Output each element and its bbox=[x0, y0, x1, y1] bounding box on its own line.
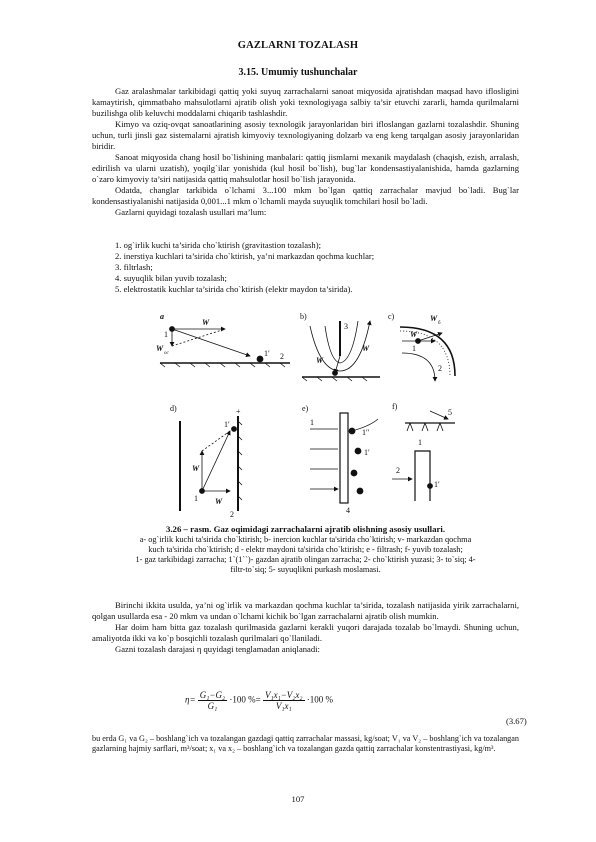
symbol-2-c: 2 bbox=[438, 364, 442, 373]
symbol-wb: W bbox=[430, 314, 438, 323]
symbol-woc-b: W bbox=[316, 356, 324, 365]
caption-line: 1- gaz tarkibidagi zarracha; 1`(1``)- gazdan ajratib olingan zarracha; 2- cho`ktirish yuzasi; 3- to`siq; 4- bbox=[135, 555, 476, 564]
panel-f-washing bbox=[392, 402, 455, 501]
symbol-3: 3 bbox=[344, 322, 348, 331]
equation-number: (3.67) bbox=[506, 716, 527, 726]
symbol-w-b: W bbox=[362, 344, 370, 353]
caption-line: kuch ta'sirida cho`ktirish; d - elektr maydoni ta'sirida cho`ktirish; e - filtrash; f- yuvib tozalash; bbox=[148, 545, 463, 554]
paragraph: Sanoat miqyosida chang hosil bo`lishining manbalari: qattiq jismlarni mexanik maydalash (chaqish, ezish, arralash, edirilish va ularni uzatish), yoqilg`ilar yonishida (kul hosil bo`lish), bug`lar kondensastiyalanishida, hamda gazlarning o`zaro kimyoviy ta’siri natijasida qattiq mahsulotlar hosil bo`lish jarayonida. bbox=[92, 152, 519, 184]
intro-text bbox=[92, 86, 519, 218]
paragraph: Odatda, changlar tarkibida o`lchami 3...100 mkm bo`lgan qattiq zarrachalar mavjud bo`ladi. Bug`lar kondensastiyalanishi natijasida 0,001...1 mkm o`lchamli mayda suyuqlik tomchilari hosil bo`ladi. bbox=[92, 185, 519, 206]
caption-line: filtr-to`siq; 5- suyuqlikni purkash moslamasi. bbox=[230, 565, 381, 574]
figure-caption bbox=[92, 524, 519, 575]
symbol-2-f: 2 bbox=[396, 466, 400, 475]
methods-list bbox=[115, 240, 515, 295]
paragraph: Birinchi ikkita usulda, ya’ni og`irlik va markazdan qochma kuchlar ta’sirida, tozalash natijasida yirik zarrachalarni, qolgan usullarda esa - 20 mkm va undan o`lchami kichik bo`lgan zarrachalarni ajratib olish mumkin. bbox=[92, 600, 519, 621]
paragraph: Gaz aralashmalar tarkibidagi qattiq yoki suyuq zarrachalarni sanoat miqyosida ajratishdan maqsad havo iflosligini kamaytirish, qimmatbaho mahsulotlarni ajratib olish yoki texnologiyaga salbiy ta’sir etuvchi zararli, hamda qurilmalarni buzilishga olib keluvchi moddalarni chiqarib tashlashdir. bbox=[92, 86, 519, 118]
panel-e-filtration bbox=[302, 404, 378, 515]
symbol-plus: + bbox=[236, 407, 241, 416]
symbol-1p-d: 1′ bbox=[224, 420, 230, 429]
list-item: 3. filtrlash; bbox=[115, 262, 153, 272]
symbol-1p-f: 1′ bbox=[434, 480, 440, 489]
paragraph: Gazni tozalash darajasi η quyidagi tenglamadan aniqlanadi: bbox=[115, 644, 320, 654]
page-number: 107 bbox=[291, 794, 305, 804]
symbol-4-e: 4 bbox=[346, 506, 350, 515]
symbol-1pp-e: 1′′ bbox=[362, 428, 370, 437]
symbol-woc-d: W bbox=[215, 497, 223, 506]
list-item: 2. inerstiya kuchlari ta’sirida cho`ktirish, ya’ni markazdan qochma kuchlar; bbox=[115, 251, 375, 261]
paragraph: Gazlarni quyidagi tozalash usullari ma’lum: bbox=[115, 207, 267, 217]
fraction-numerator: G₁−G₂ bbox=[199, 690, 226, 700]
paragraph: Kimyo va oziq-ovqat sanoatlarining asosiy texnologik jarayonlaridan biri ifloslangan gazlarni tozalashdir. Shuning uchun, turli jinsli gaz sistemalarni ajratish kimyoviy texnologiyaning dolzarb va eng keng tarqalgan asosiy jarayonlaridan biridir. bbox=[92, 119, 519, 151]
list-item: 1. og`irlik kuchi ta’sirida cho`ktirish (gravitastion tozalash); bbox=[115, 240, 321, 250]
panel-label-a: a bbox=[160, 312, 164, 321]
formula-lhs: η= bbox=[185, 694, 196, 705]
symbol-1p: 1′ bbox=[264, 349, 270, 358]
fraction-numerator: V₁x₁−V₂x₂ bbox=[264, 690, 303, 700]
page-title: GAZLARNI TOZALASH bbox=[237, 40, 359, 51]
formula-end: ·100 % bbox=[306, 694, 334, 705]
symbol-5-f: 5 bbox=[448, 408, 452, 417]
efficiency-formula bbox=[185, 690, 445, 730]
symbol-1: 1 bbox=[164, 330, 168, 339]
separation-methods-figure bbox=[130, 301, 460, 521]
panel-label-b: b) bbox=[300, 312, 307, 321]
symbol-1-c: 1 bbox=[412, 344, 416, 353]
symbol-1-f: 1 bbox=[418, 438, 422, 447]
symbol-1p-e: 1′ bbox=[364, 448, 370, 457]
symbol-w-c: W bbox=[410, 330, 418, 339]
symbol-2-d: 2 bbox=[230, 510, 234, 519]
panel-label-e: e) bbox=[302, 404, 309, 413]
fraction-denominator: V₁x₁ bbox=[275, 701, 292, 711]
panel-b-inertial bbox=[300, 312, 380, 381]
symbol-w: W bbox=[202, 318, 210, 327]
panel-label-f: f) bbox=[392, 402, 398, 411]
symbol-2: 2 bbox=[280, 352, 284, 361]
caption-title: 3.26 – rasm. Gaz oqimidagi zarrachalarni ajratib olishning asosiy usullari. bbox=[165, 524, 446, 534]
fraction-volume bbox=[263, 690, 305, 711]
panel-label-d: d) bbox=[170, 404, 177, 413]
fraction-mass bbox=[198, 690, 227, 711]
panel-label-c: c) bbox=[388, 312, 395, 321]
fraction-denominator: G₁ bbox=[207, 701, 218, 711]
caption-line: a- og`irlik kuchi ta'sirida cho`ktirish; b- inercion kuchlar ta'sirida cho`ktirish; v- markazdan qochma bbox=[139, 535, 472, 544]
panel-a-gravity bbox=[156, 312, 290, 367]
explanation-text: bu erda G₁ va G₂ – boshlang`ich va tozalangan gazdagi qattiq zarrachalar massasi, kg/soat; V₁ va V₂ – boshlang`ich va tozalangan gazlarning hajmiy sarflari, m³/soat; x₁ va x₂ – boshlang`ich va tozalangan gazda qattiq zarrachalar konstentrastiyasi, kg/m³. bbox=[92, 734, 519, 753]
formula-explanation bbox=[92, 734, 519, 754]
symbol-woc: W bbox=[156, 344, 164, 353]
methods-discussion bbox=[92, 600, 519, 655]
list-item: 5. elektrostatik kuchlar ta’sirida cho`ktirish (elektr maydon ta’sirida). bbox=[115, 284, 353, 294]
panel-d-electric bbox=[170, 404, 242, 519]
panel-c-centrifugal bbox=[388, 312, 455, 381]
list-item: 4. suyuqlik bilan yuvib tozalash; bbox=[115, 273, 227, 283]
paragraph: Har doim ham bitta gaz tozalash qurilmasida gazlarni kerakli yuqori darajada tozalab bo`lmaydi. Shuning uchun, amaliyotda ikki va ko`p bosqichli tozalash qurilmalari qo`llaniladi. bbox=[92, 622, 519, 643]
symbol-w-d: W bbox=[192, 464, 200, 473]
formula-middle: ·100 %= bbox=[229, 694, 261, 705]
symbol-woc-sub: oc bbox=[164, 351, 169, 356]
symbol-wb-sub: б bbox=[438, 321, 441, 326]
section-heading: 3.15. Umumiy tushunchalar bbox=[238, 67, 358, 78]
symbol-1-d: 1 bbox=[194, 494, 198, 503]
symbol-1-e: 1 bbox=[310, 418, 314, 427]
